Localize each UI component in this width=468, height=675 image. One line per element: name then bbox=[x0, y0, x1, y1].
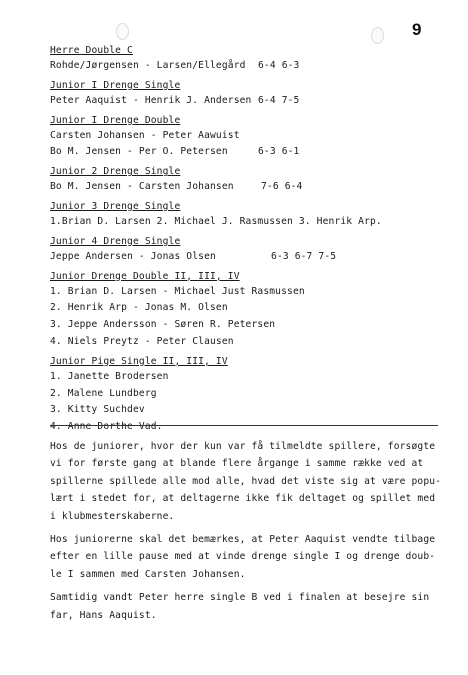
result-score: 7-6 6-4 bbox=[261, 181, 303, 193]
section-herre-double-c bbox=[50, 44, 450, 75]
section-junior-1-drenge-double bbox=[50, 114, 450, 162]
result-players: Carsten Johansen - Peter Aawuist bbox=[50, 129, 240, 141]
text-line: efter en lille pause med at vinde drenge single I og drenge doub- bbox=[50, 551, 436, 563]
result-row bbox=[50, 300, 450, 317]
result-row bbox=[50, 317, 450, 334]
section-junior-pige-single bbox=[50, 355, 450, 436]
result-score: 6-3 6-1 bbox=[258, 146, 300, 158]
result-score: 6-4 7-5 bbox=[258, 94, 300, 106]
result-players: 2. Henrik Arp - Jonas M. Olsen bbox=[50, 302, 228, 314]
punch-hole-mark bbox=[371, 27, 384, 44]
result-row bbox=[50, 369, 450, 386]
paragraph bbox=[50, 438, 450, 525]
section-heading: Junior 3 Drenge Single bbox=[50, 200, 181, 212]
result-players: 4. Anne Dorthe Vad. bbox=[50, 421, 163, 433]
section-junior-2-drenge-single bbox=[50, 165, 450, 196]
result-players: 3. Kitty Suchdev bbox=[50, 404, 145, 416]
report-text bbox=[50, 438, 450, 630]
results-list bbox=[50, 44, 450, 440]
result-row bbox=[50, 144, 450, 161]
result-players: 2. Malene Lundberg bbox=[50, 387, 157, 399]
paragraph bbox=[50, 589, 450, 624]
section-junior-drenge-double bbox=[50, 270, 450, 351]
text-line: le I sammen med Carsten Johansen. bbox=[50, 568, 246, 580]
text-line: lært i stedet for, at deltagerne ikke fik deltaget og spillet med bbox=[50, 493, 436, 505]
result-players: Bo M. Jensen - Per O. Petersen bbox=[50, 146, 228, 158]
result-row bbox=[50, 58, 450, 75]
text-line: far, Hans Aaquist. bbox=[50, 609, 157, 621]
result-row bbox=[50, 419, 450, 436]
text-line: Hos juniorerne skal det bemærkes, at Peter Aaquist vendte tilbage bbox=[50, 533, 436, 545]
result-score: 6-4 6-3 bbox=[258, 60, 300, 71]
section-heading: Junior 4 Drenge Single bbox=[50, 235, 181, 247]
section-heading: Junior 2 Drenge Single bbox=[50, 166, 181, 178]
result-players: Rohde/Jørgensen - Larsen/Ellegård bbox=[50, 60, 246, 71]
section-heading: Herre Double C bbox=[50, 45, 133, 56]
text-line: Samtidig vandt Peter herre single B ved i finalen at besejre sin bbox=[50, 592, 430, 604]
punch-hole-mark bbox=[116, 23, 129, 40]
section-divider bbox=[50, 425, 438, 426]
result-row bbox=[50, 179, 450, 196]
result-score: 6-3 6-7 7-5 bbox=[271, 250, 337, 262]
section-junior-3-drenge-single bbox=[50, 200, 450, 231]
result-players: Bo M. Jensen - Carsten Johansen bbox=[50, 181, 234, 193]
result-players: 1.Brian D. Larsen 2. Michael J. Rasmussen 3. Henrik Arp. bbox=[50, 215, 382, 227]
section-heading: Junior I Drenge Single bbox=[50, 79, 181, 91]
result-row bbox=[50, 334, 450, 351]
text-line: i klubmesterskaberne. bbox=[50, 510, 175, 522]
result-players: 1. Janette Brodersen bbox=[50, 370, 169, 382]
result-row bbox=[50, 214, 450, 231]
result-row bbox=[50, 402, 450, 419]
result-row bbox=[50, 93, 450, 110]
result-row bbox=[50, 128, 450, 145]
page-number: 9 bbox=[412, 20, 422, 39]
section-junior-1-drenge-single bbox=[50, 79, 450, 110]
result-row bbox=[50, 386, 450, 403]
paragraph bbox=[50, 531, 450, 583]
text-line: vi for første gang at blande flere årgange i samme række ved at bbox=[50, 458, 424, 470]
result-row bbox=[50, 284, 450, 301]
result-players: Peter Aaquist - Henrik J. Andersen bbox=[50, 94, 252, 106]
result-players: 3. Jeppe Andersson - Søren R. Petersen bbox=[50, 319, 276, 331]
result-players: Jeppe Andersen - Jonas Olsen bbox=[50, 250, 216, 262]
section-junior-4-drenge-single bbox=[50, 235, 450, 266]
result-row bbox=[50, 249, 450, 266]
result-players: 1. Brian D. Larsen - Michael Just Rasmussen bbox=[50, 285, 305, 297]
result-players: 4. Niels Preytz - Peter Clausen bbox=[50, 335, 234, 347]
section-heading: Junior Drenge Double II, III, IV bbox=[50, 270, 240, 282]
section-heading: Junior Pige Single II, III, IV bbox=[50, 355, 228, 367]
text-line: spillerne spillede alle mod alle, hvad det viste sig at være popu- bbox=[50, 475, 442, 487]
text-line: Hos de juniorer, hvor der kun var få tilmeldte spillere, forsøgte bbox=[50, 441, 436, 452]
section-heading: Junior I Drenge Double bbox=[50, 114, 181, 126]
